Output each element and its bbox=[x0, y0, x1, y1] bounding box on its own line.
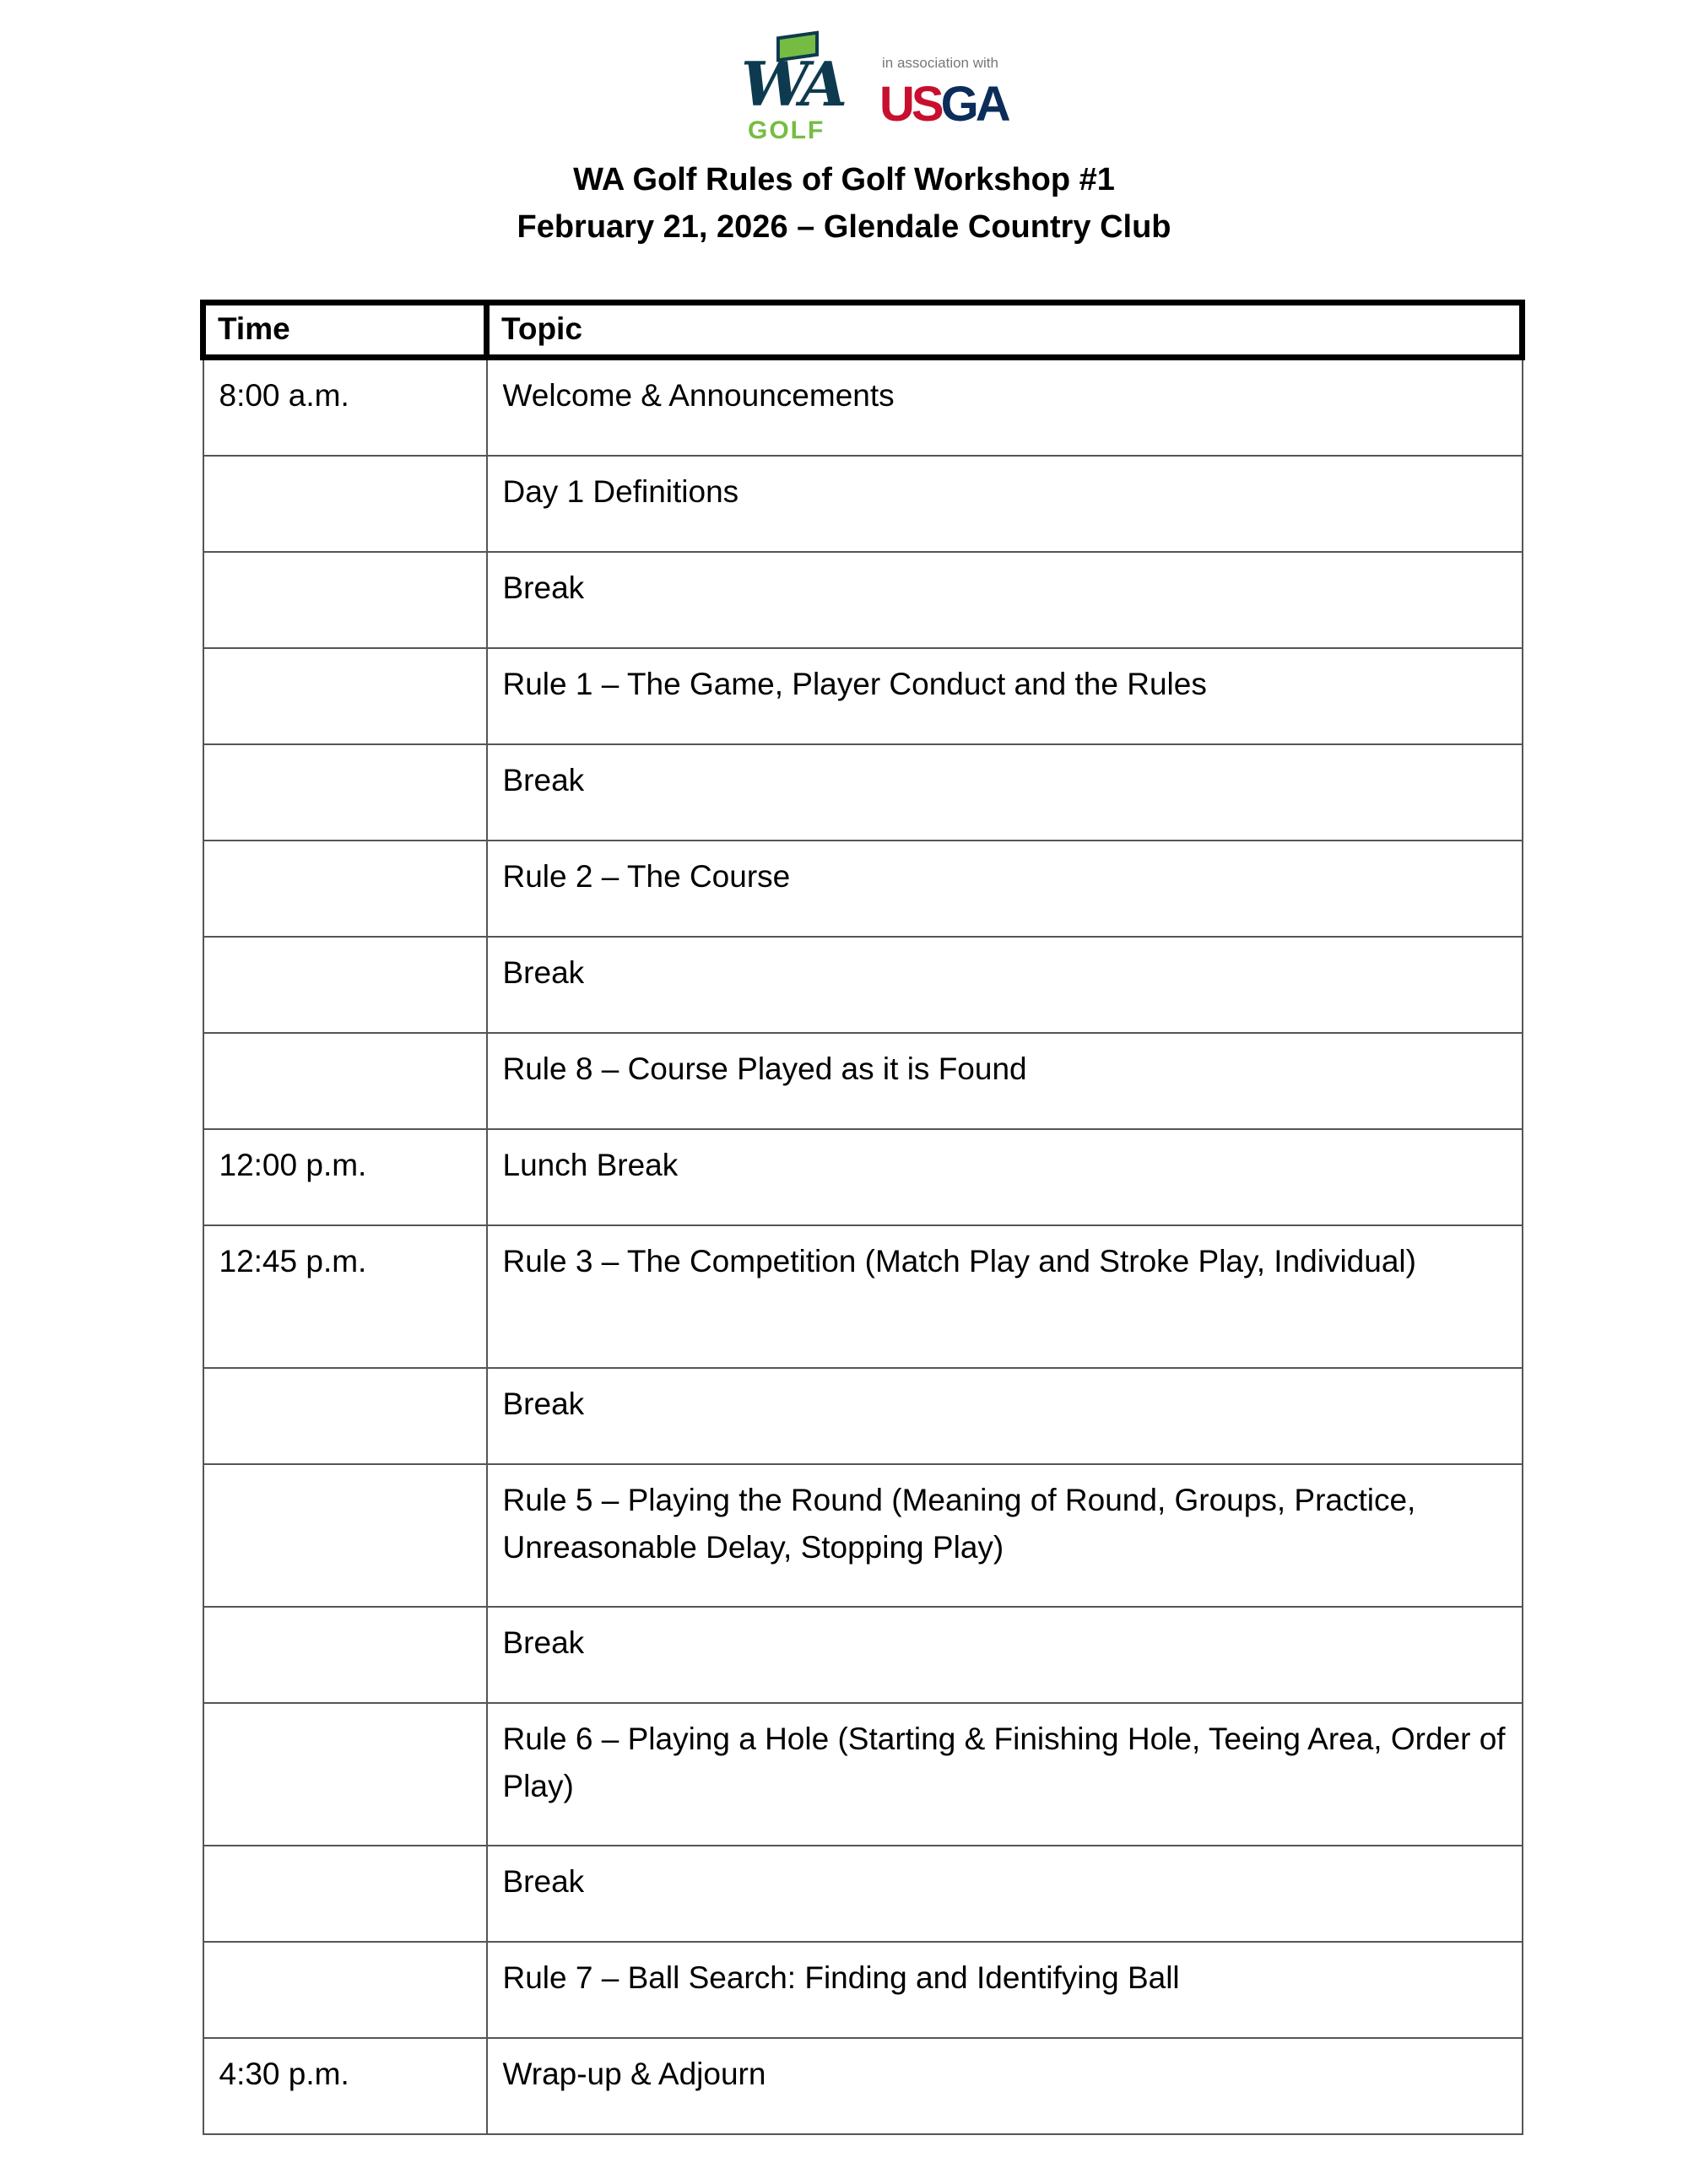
table-header bbox=[203, 303, 1523, 358]
table-row bbox=[203, 2038, 1523, 2134]
table-row bbox=[203, 937, 1523, 1033]
topic-cell: Break bbox=[487, 1368, 1523, 1464]
time-cell bbox=[203, 1703, 487, 1846]
header-topic: Topic bbox=[487, 303, 1523, 358]
topic-cell: Break bbox=[487, 552, 1523, 648]
table-row bbox=[203, 1942, 1523, 2038]
time-cell bbox=[203, 937, 487, 1033]
topic-cell: Break bbox=[487, 937, 1523, 1033]
time-cell: 8:00 a.m. bbox=[203, 358, 487, 457]
topic-cell: Rule 6 – Playing a Hole (Starting & Finishing Hole, Teeing Area, Order of Play) bbox=[487, 1703, 1523, 1846]
topic-cell: Rule 8 – Course Played as it is Found bbox=[487, 1033, 1523, 1129]
table-row bbox=[203, 1464, 1523, 1607]
topic-cell: Welcome & Announcements bbox=[487, 358, 1523, 457]
table-row bbox=[203, 1033, 1523, 1129]
table-row bbox=[203, 358, 1523, 457]
topic-cell: Break bbox=[487, 744, 1523, 841]
document-subtitle: February 21, 2026 – Glendale Country Club bbox=[517, 209, 1171, 245]
topic-cell: Rule 5 – Playing the Round (Meaning of Round, Groups, Practice, Unreasonable Delay, Stopping Play) bbox=[487, 1464, 1523, 1607]
time-cell bbox=[203, 1607, 487, 1703]
topic-cell: Rule 1 – The Game, Player Conduct and the Rules bbox=[487, 648, 1523, 744]
topic-cell: Wrap-up & Adjourn bbox=[487, 2038, 1523, 2134]
table-row bbox=[203, 1225, 1523, 1368]
topic-cell: Rule 3 – The Competition (Match Play and Stroke Play, Individual) bbox=[487, 1225, 1523, 1368]
wa-golf-logo: WA GOLF bbox=[734, 30, 852, 148]
topic-cell: Rule 2 – The Course bbox=[487, 841, 1523, 937]
table-row bbox=[203, 841, 1523, 937]
time-cell bbox=[203, 1368, 487, 1464]
table-row bbox=[203, 744, 1523, 841]
time-cell: 12:45 p.m. bbox=[203, 1225, 487, 1368]
table-row bbox=[203, 456, 1523, 552]
table-row bbox=[203, 1368, 1523, 1464]
time-cell bbox=[203, 1846, 487, 1942]
time-cell bbox=[203, 744, 487, 841]
topic-cell: Break bbox=[487, 1607, 1523, 1703]
table-row bbox=[203, 1703, 1523, 1846]
header-time: Time bbox=[203, 303, 487, 358]
time-cell: 4:30 p.m. bbox=[203, 2038, 487, 2134]
time-cell bbox=[203, 552, 487, 648]
time-cell bbox=[203, 841, 487, 937]
header-logos bbox=[734, 30, 1038, 148]
time-cell bbox=[203, 1033, 487, 1129]
topic-cell: Day 1 Definitions bbox=[487, 456, 1523, 552]
time-cell bbox=[203, 456, 487, 552]
time-cell bbox=[203, 648, 487, 744]
topic-cell: Lunch Break bbox=[487, 1129, 1523, 1225]
time-cell bbox=[203, 1942, 487, 2038]
association-text: in association with bbox=[882, 55, 998, 71]
table-row bbox=[203, 1607, 1523, 1703]
usga-logo: USGA bbox=[879, 77, 1008, 132]
table-row bbox=[203, 1846, 1523, 1942]
wa-golf-wordmark: GOLF bbox=[748, 116, 825, 144]
time-cell bbox=[203, 1464, 487, 1607]
table-row bbox=[203, 552, 1523, 648]
topic-cell: Rule 7 – Ball Search: Finding and Identifying Ball bbox=[487, 1942, 1523, 2038]
schedule-table bbox=[200, 300, 1525, 2135]
document-title: WA Golf Rules of Golf Workshop #1 bbox=[573, 162, 1115, 197]
topic-cell: Break bbox=[487, 1846, 1523, 1942]
time-cell: 12:00 p.m. bbox=[203, 1129, 487, 1225]
table-row bbox=[203, 1129, 1523, 1225]
table-row bbox=[203, 648, 1523, 744]
